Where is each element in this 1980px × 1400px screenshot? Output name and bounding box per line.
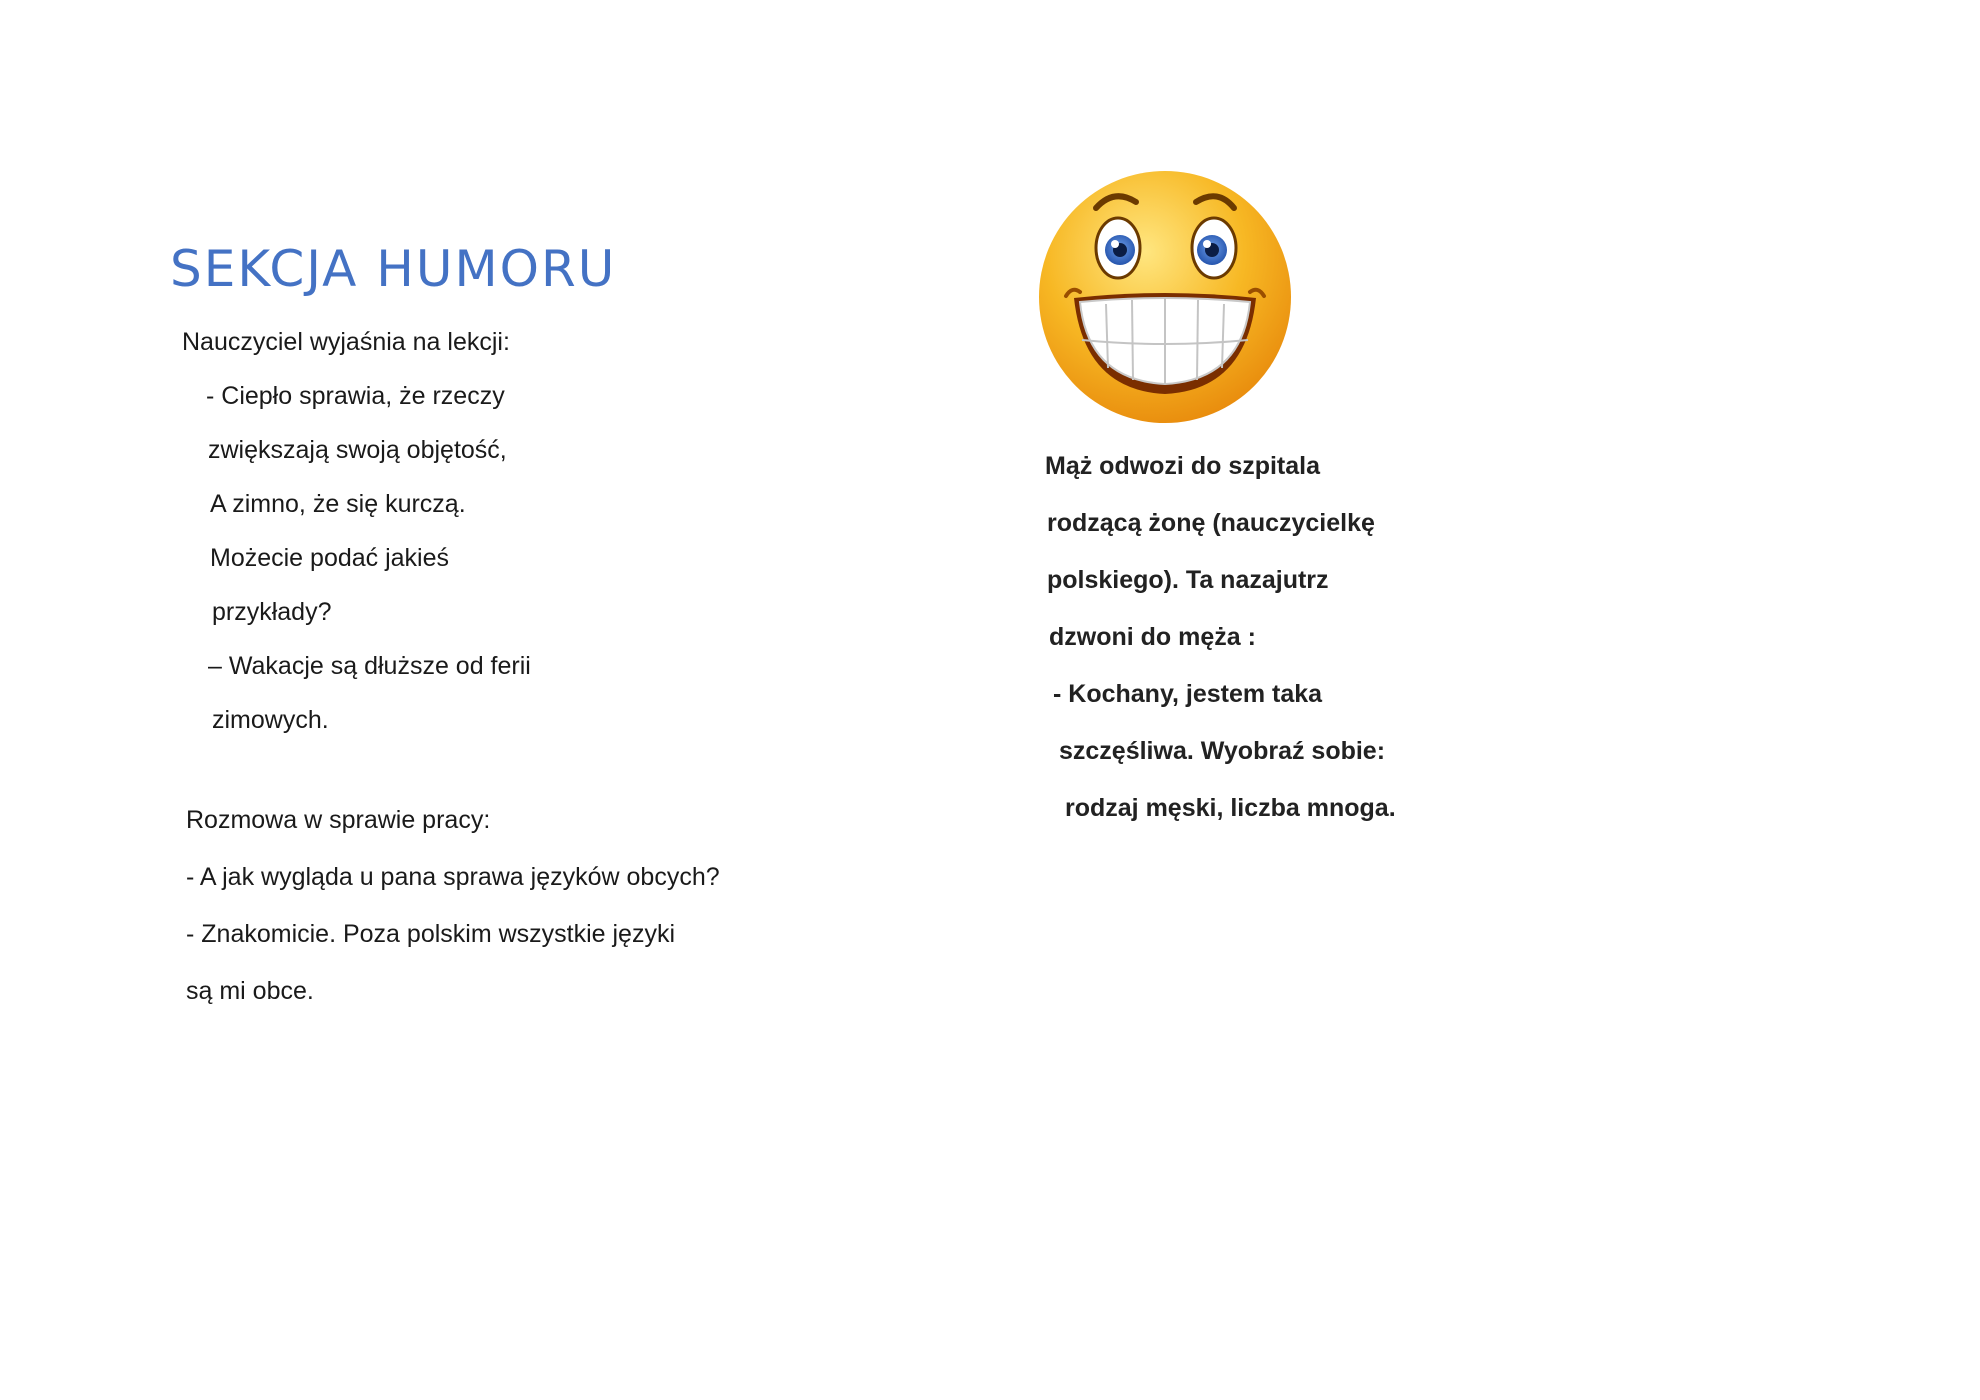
joke-line: zimowych. — [212, 706, 329, 734]
joke-line: - Znakomicie. Poza polskim wszystkie języki — [186, 920, 676, 948]
joke-line: rodzącą żonę (nauczycielkę — [1047, 509, 1375, 537]
joke-line: – Wakacje są dłuższe od ferii — [208, 652, 531, 680]
joke-line: - Ciepło sprawia, że rzeczy — [206, 382, 505, 410]
joke-line: przykłady? — [212, 598, 332, 626]
joke-line: są mi obce. — [186, 977, 314, 1005]
joke-line: Nauczyciel wyjaśnia na lekcji: — [182, 328, 510, 356]
grinning-smiley-icon — [1036, 168, 1294, 426]
joke-line: Możecie podać jakieś — [210, 544, 450, 572]
page-title: SEKCJA HUMORU — [170, 240, 617, 298]
joke-line: - Kochany, jestem taka — [1053, 680, 1323, 708]
joke-line: - A jak wygląda u pana sprawa języków obcych? — [186, 863, 720, 891]
joke-line: dzwoni do męża : — [1049, 623, 1256, 651]
joke-line: Mąż odwozi do szpitala — [1045, 452, 1321, 480]
joke-line: Rozmowa w sprawie pracy: — [186, 806, 491, 834]
joke-line: zwiększają swoją objętość, — [208, 436, 507, 464]
joke-line: A zimno, że się kurczą. — [210, 490, 466, 518]
joke-line: rodzaj męski, liczba mnoga. — [1065, 794, 1396, 822]
joke-line: polskiego). Ta nazajutrz — [1047, 566, 1329, 594]
joke-line: szczęśliwa. Wyobraź sobie: — [1059, 737, 1386, 765]
